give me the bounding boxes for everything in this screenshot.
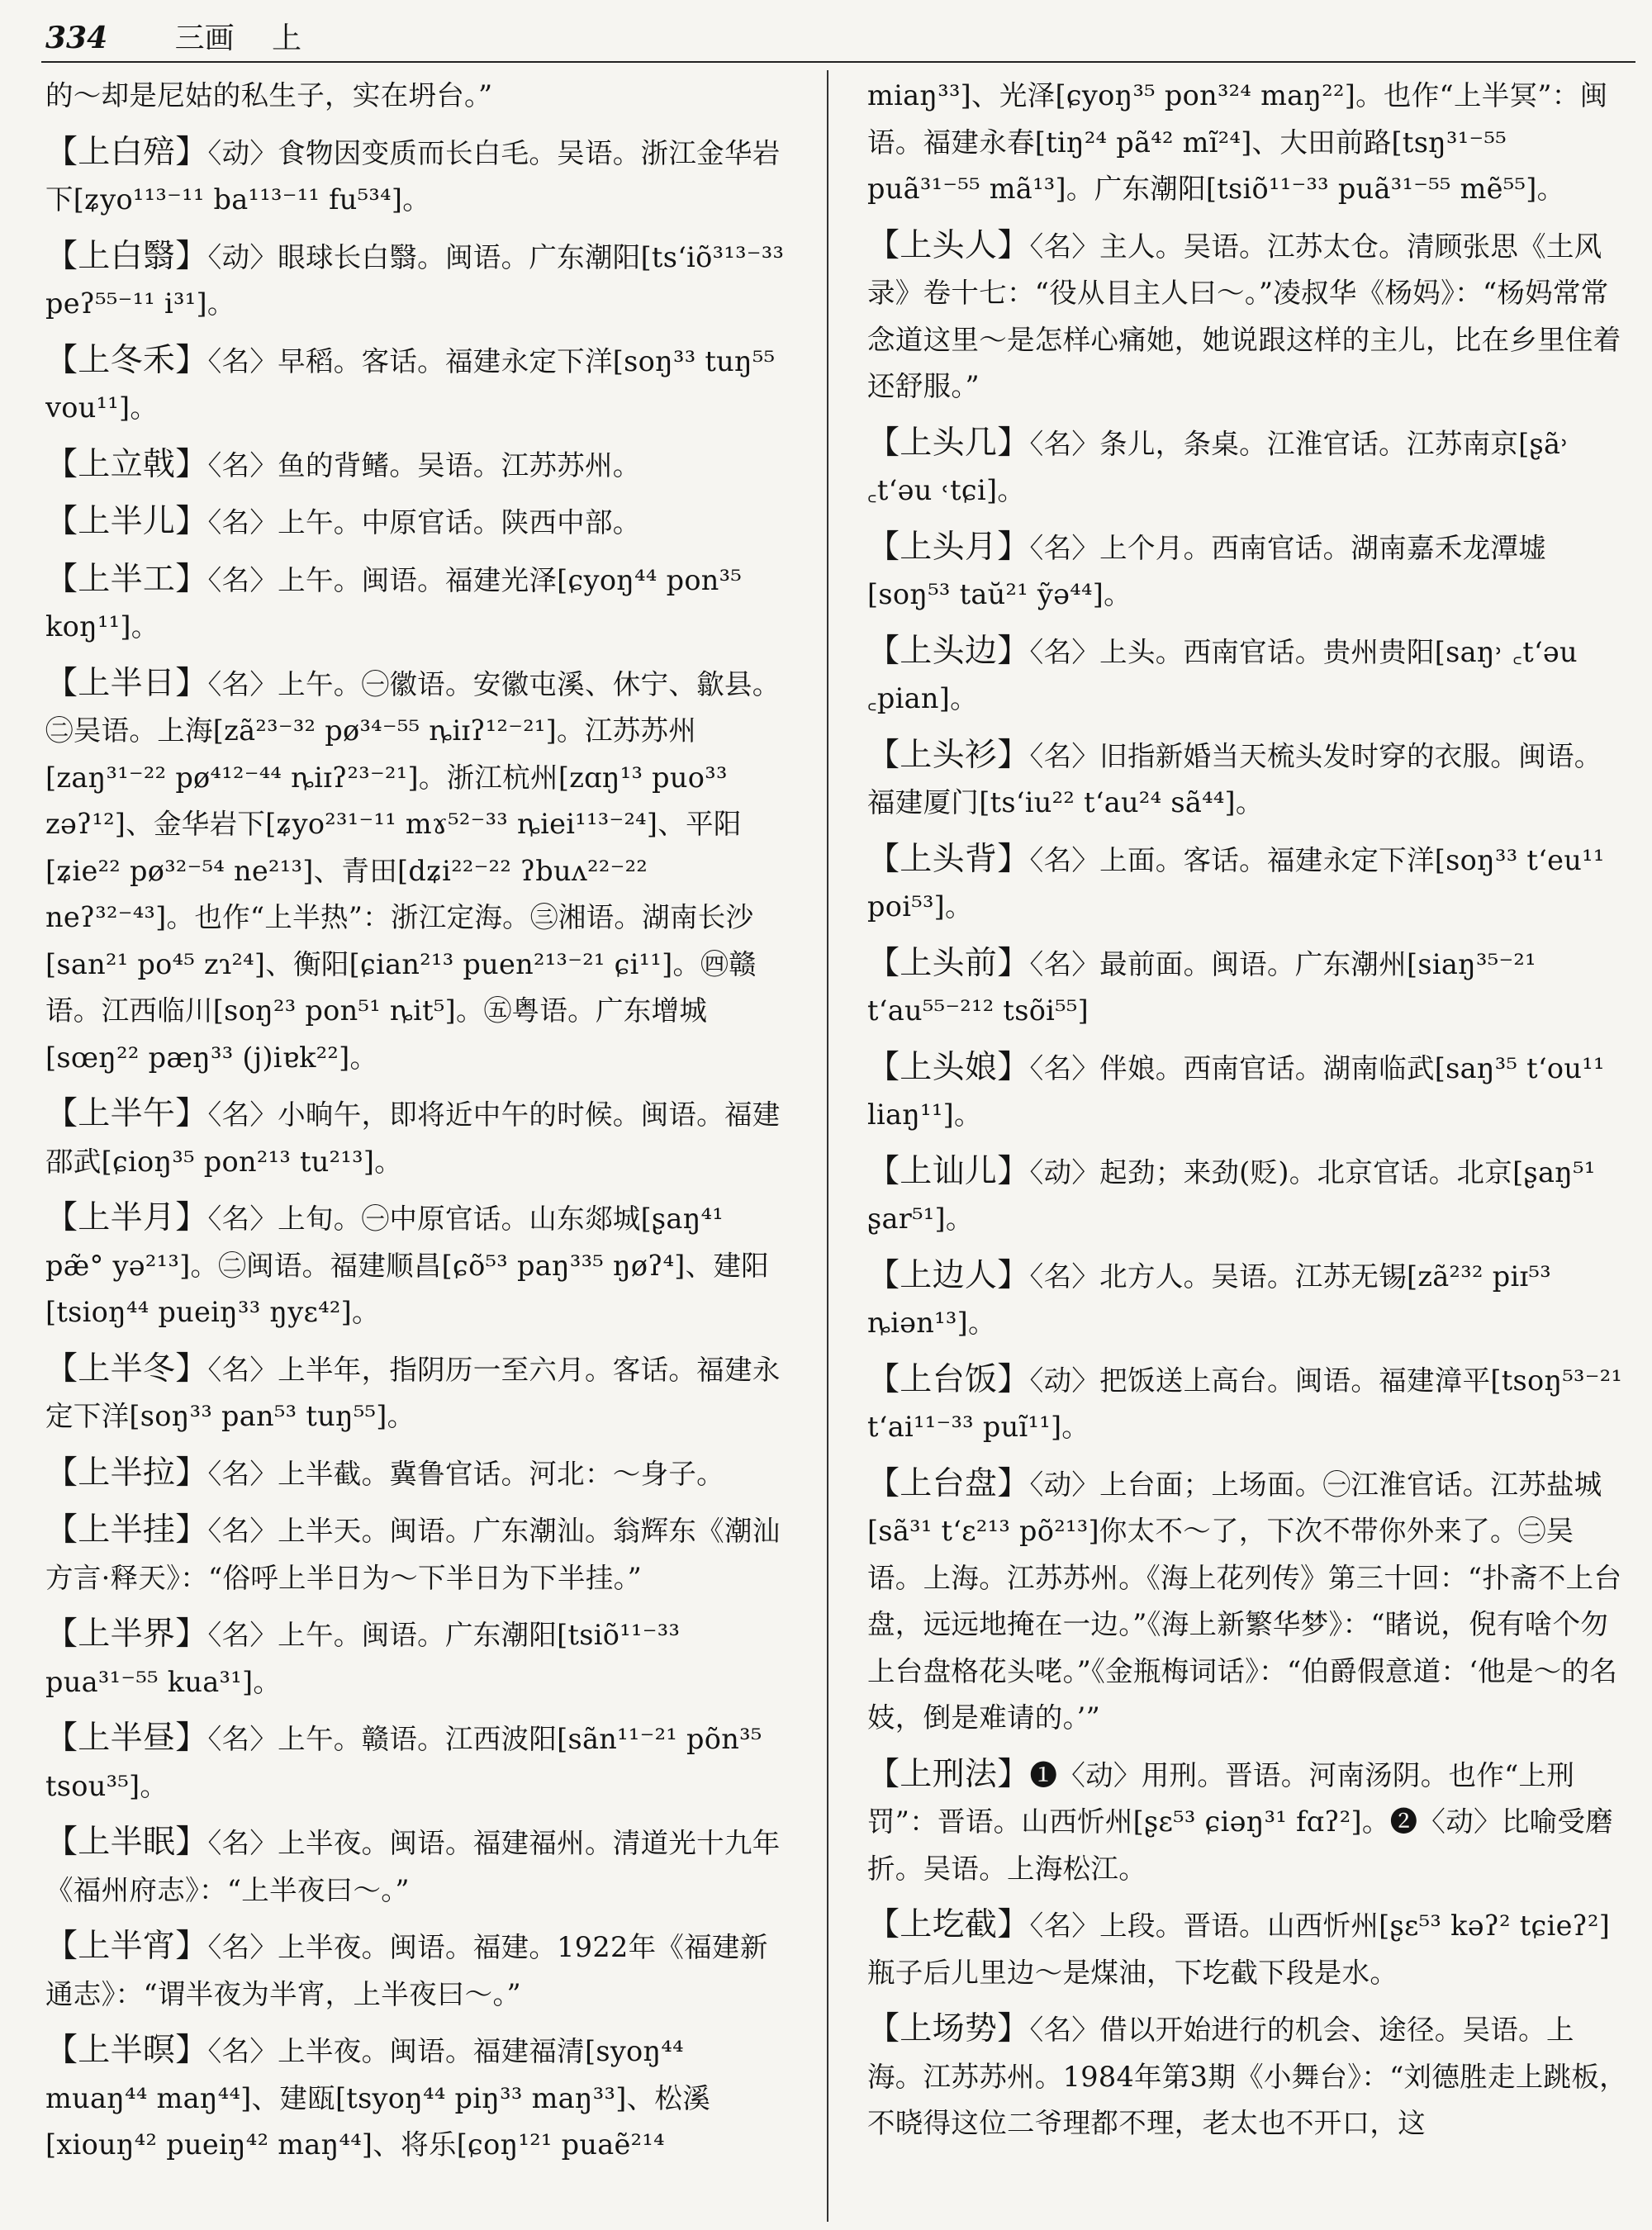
dictionary-entry (45, 661, 789, 1082)
dictionary-entry (867, 2006, 1627, 2147)
entry-definition: 〈名〉上面。客话。福建永定下洋[soŋ³³ t‘eu¹¹ poi⁵³]。 (867, 843, 1605, 923)
entry-headword: 【上半挂】 (45, 1511, 208, 1549)
entry-definition: 〈名〉上半天。闽语。广东潮汕。翁辉东《潮汕方言·释天》：“俗呼上半日为～下半日为下半挂。” (45, 1515, 781, 1594)
entry-definition: 〈名〉主人。吴语。江苏太仓。清顾张思《土风录》卷十七：“役从目主人曰～。”凌叔华《杨妈》：“杨妈常常念道这里～是怎样心痛她，她说跟这样的主儿，比在乡里住着还舒服。” (867, 230, 1621, 402)
entry-definition: 〈名〉北方人。吴语。江苏无锡[zã²³² piɪ⁵³ ȵiən¹³]。 (867, 1260, 1551, 1339)
entry-headword: 【上圪截】 (867, 1906, 1030, 1943)
dictionary-entry (45, 1715, 789, 1810)
entry-body (867, 1357, 1627, 1451)
entry-body (45, 1346, 789, 1440)
dictionary-entry (45, 1507, 789, 1601)
entry-definition: 〈名〉上午。闽语。福建光泽[ɕyoŋ⁴⁴ pon³⁵ koŋ¹¹]。 (45, 563, 743, 643)
entry-body (45, 442, 789, 490)
entry-headword: 【上半冬】 (45, 1350, 208, 1388)
dictionary-entry (867, 1045, 1627, 1139)
entry-body (45, 661, 789, 1082)
entry-definition: 〈名〉早稻。客话。福建永定下洋[soŋ³³ tuŋ⁵⁵ vou¹¹]。 (45, 344, 776, 424)
entry-headword: 【上头月】 (867, 528, 1030, 566)
entry-body (45, 2028, 789, 2169)
entry-headword: 【上半午】 (45, 1095, 208, 1132)
entry-definition: 〈名〉上半夜。闽语。福建福州。清道光十九年《福州府志》：“上半夜曰～。” (45, 1827, 781, 1906)
entry-body (867, 2006, 1627, 2147)
entry-body (45, 1715, 789, 1810)
dictionary-entry (867, 223, 1627, 410)
entry-definition: 〈名〉上头。西南官话。贵州贵阳[saŋ˒ ꜀t‘əu ꜀pian]。 (867, 635, 1578, 714)
dictionary-entry (45, 1450, 789, 1498)
header-rule (41, 61, 1635, 63)
dictionary-entry (45, 442, 789, 490)
entry-headword: 【上头前】 (867, 944, 1030, 982)
entry-headword: 【上头背】 (867, 840, 1030, 878)
right-column (867, 73, 1627, 2157)
entry-definition: 〈名〉上午。闽语。广东潮阳[tsiõ¹¹⁻³³ pua³¹⁻⁵⁵ kua³¹]。 (45, 1619, 681, 1698)
entry-body (867, 1902, 1627, 1996)
dictionary-entry (45, 557, 789, 651)
dictionary-entry (45, 1195, 789, 1336)
dictionary-entry (867, 1752, 1627, 1893)
column-divider (827, 70, 828, 2222)
entry-definition: 〈名〉旧指新婚当天梳头发时穿的衣服。闽语。福建厦门[ts‘iu²² t‘au²⁴ sã⁴⁴]。 (867, 739, 1602, 818)
entry-body (867, 1752, 1627, 1893)
page-number: 334 (45, 21, 108, 55)
entry-headword: 【上刑法】 (867, 1755, 1030, 1793)
entry-definition: 〈名〉上午。㊀徽语。安徽屯溪、休宁、歙县。㊁吴语。上海[zã²³⁻³² pø³⁴⁻⁵⁵ ȵiɪʔ¹²⁻²¹]。江苏苏州[zaŋ³¹⁻²² pø⁴¹²⁻⁴⁴ ȵiɪʔ²³⁻²¹]。浙江杭州[zɑŋ¹³ puo³³ zəʔ¹²]、金华岩下[ʑyo²³¹⁻¹¹ mɤ⁵²⁻³³ ȵiei¹¹³⁻²⁴]、平阳[ʑie²² pø³²⁻⁵⁴ ne²¹³]、青田[dʑi²²⁻²² ʔbuʌ²²⁻²² neʔ³²⁻⁴³]。也作“上半热”：浙江定海。㊂湘语。湖南长沙[san²¹ po⁴⁵ zɿ²⁴]、衡阳[ɕian²¹³ puen²¹³⁻²¹ ɕi¹¹]。㊃赣语。江西临川[soŋ²³ pon⁵¹ ȵit⁵]。㊄粤语。广东增城[sœŋ²² pæŋ³³ (j)iɐk²²]。 (45, 667, 781, 1074)
dictionary-entry (867, 420, 1627, 515)
entry-body (45, 1611, 789, 1706)
dictionary-entry (867, 837, 1627, 931)
entry-definition: 〈名〉上半夜。闽语。福建福清[syoŋ⁴⁴ muaŋ⁴⁴ maŋ⁴⁴]、建瓯[tsyoŋ⁴⁴ piŋ³³ maŋ³³]、松溪[xiouŋ⁴² pueiŋ⁴² maŋ⁴⁴]、将乐[ɕoŋ¹²¹ puaẽ²¹⁴ (45, 2035, 711, 2161)
entry-headword: 【上半宵】 (45, 1928, 208, 1965)
dictionary-entry (867, 1149, 1627, 1243)
entry-definition: 〈动〉眼球长白翳。闽语。广东潮阳[ts‘iõ³¹³⁻³³ peʔ⁵⁵⁻¹¹ i³¹]。 (45, 240, 785, 320)
entry-body (45, 1507, 789, 1601)
entry-headword: 【上头娘】 (867, 1048, 1030, 1086)
entry-definition: 〈名〉上个月。西南官话。湖南嘉禾龙潭墟[soŋ⁵³ taŭ²¹ ỹə⁴⁴]。 (867, 531, 1546, 610)
entry-headword: 【上边人】 (867, 1256, 1030, 1294)
entry-headword: 【上半暝】 (45, 2032, 208, 2069)
entry-body (867, 1149, 1627, 1243)
entry-headword: 【上讪儿】 (867, 1152, 1030, 1190)
entry-headword: 【上冬禾】 (45, 341, 208, 379)
entry-headword: 【上半工】 (45, 560, 208, 598)
entry-headword: 【上半儿】 (45, 503, 208, 540)
entry-body (867, 733, 1627, 827)
section-label: 三画 (174, 21, 235, 55)
continuation-text: miaŋ³³]、光泽[ɕyoŋ³⁵ pon³²⁴ maŋ²²]。也作“上半冥”：闽语。福建永春[tiŋ²⁴ pã⁴² mĩ²⁴]、大田前路[tsŋ³¹⁻⁵⁵ puã³¹⁻⁵⁵ mã¹³]。广东潮阳[tsiõ¹¹⁻³³ puã³¹⁻⁵⁵ mẽ⁵⁵]。 (867, 79, 1608, 205)
entry-body (45, 234, 789, 328)
entry-headword: 【上头衫】 (867, 736, 1030, 774)
entry-headword: 【上头几】 (867, 424, 1030, 462)
entry-body (45, 338, 789, 432)
entry-body (45, 1091, 789, 1185)
entry-definition: 〈名〉上半截。冀鲁官话。河北：～身子。 (207, 1457, 724, 1490)
entry-body (867, 1045, 1627, 1139)
entry-body (45, 557, 789, 651)
dictionary-entry (45, 1611, 789, 1706)
entry-body (45, 499, 789, 547)
page-header (45, 18, 1631, 58)
entry-definition: 〈名〉鱼的背鳍。吴语。江苏苏州。 (207, 448, 641, 482)
entry-definition: 〈名〉上段。晋语。山西忻州[ʂɛ⁵³ kəʔ² tɕieʔ²]瓶子后儿里边～是煤油，下圪截下段是水。 (867, 1910, 1611, 1989)
dictionary-entry (867, 941, 1627, 1035)
entry-body (45, 1450, 789, 1498)
entry-headword: 【上白殕】 (45, 133, 208, 171)
entry-definition: 〈动〉起劲；来劲(贬)。北京官话。北京[ʂaŋ⁵¹ ʂar⁵¹]。 (867, 1155, 1596, 1235)
dictionary-entry (867, 1357, 1627, 1451)
entry-body (45, 1820, 789, 1914)
entry-headword: 【上场势】 (867, 2010, 1030, 2047)
entry-definition: 〈名〉最前面。闽语。广东潮州[siaŋ³⁵⁻²¹ t‘au⁵⁵⁻²¹² tsõi⁵⁵] (867, 947, 1536, 1027)
entry-definition: 〈名〉上半年，指阴历一至六月。客话。福建永定下洋[soŋ³³ pan⁵³ tuŋ⁵⁵]。 (45, 1353, 781, 1432)
entry-headword: 【上台盘】 (867, 1464, 1030, 1502)
entry-definition: 〈名〉伴娘。西南官话。湖南临武[saŋ³⁵ t‘ou¹¹ liaŋ¹¹]。 (867, 1051, 1605, 1131)
entry-list (45, 130, 789, 2169)
dictionary-entry (45, 130, 789, 224)
dictionary-entry (45, 499, 789, 547)
entry-definition: 〈名〉上旬。㊀中原官话。山东郯城[ʂaŋ⁴¹ pæ̃° yə²¹³]。㊁闽语。福建顺昌[ɕõ⁵³ paŋ³³⁵ ŋøʔ⁴]、建阳[tsioŋ⁴⁴ pueiŋ³³ ŋyɛ⁴²]。 (45, 1203, 770, 1328)
entry-definition: ❶〈动〉用刑。晋语。河南汤阴。也作“上刑罚”：晋语。山西忻州[ʂɛ⁵³ ɕiəŋ³¹ fɑʔ²]。❷〈动〉比喻受磨折。吴语。上海松江。 (867, 1758, 1614, 1885)
entry-headword: 【上半拉】 (45, 1454, 208, 1492)
dictionary-entry (867, 524, 1627, 619)
entry-body (867, 223, 1627, 410)
dictionary-entry (867, 1253, 1627, 1347)
dictionary-entry (45, 338, 789, 432)
entry-definition: 〈动〉上台面；上场面。㊀江淮官话。江苏盐城[sã³¹ t‘ɛ²¹³ põ²¹³]你太不～了，下次不带你外来了。㊁吴语。上海。江苏苏州。《海上花列传》第三十回：“扑斋不上台盘，远远地掩在一边。”《海上新繁华梦》：“睹说，倪有啥个勿上台盘格花头咾。”《金瓶梅词话》：“伯爵假意道：‘他是～的名妓，倒是难请的。’” (867, 1468, 1622, 1734)
dictionary-entry (45, 2028, 789, 2169)
entry-body (45, 130, 789, 224)
entry-body (867, 629, 1627, 723)
entry-body (867, 420, 1627, 515)
entry-headword: 【上台饭】 (867, 1360, 1030, 1398)
entry-headword: 【上半日】 (45, 664, 208, 702)
dictionary-entry (45, 1091, 789, 1185)
entry-headword: 【上头人】 (867, 226, 1030, 264)
entry-definition: 〈名〉借以开始进行的机会、途径。吴语。上海。江苏苏州。1984年第3期《小舞台》：“刘德胜走上跳板，不晓得这位二爷理都不理，老太也不开口，这 (867, 2014, 1627, 2139)
dictionary-entry (45, 234, 789, 328)
entry-headword: 【上半昼】 (45, 1720, 208, 1757)
entry-headword: 【上半月】 (45, 1199, 208, 1236)
dictionary-entry (867, 1902, 1627, 1996)
continuation-text: 的～却是尼姑的私生子，实在坍台。” (45, 79, 493, 112)
entry-list (867, 223, 1627, 2147)
dictionary-entry (45, 1346, 789, 1440)
header-char: 上 (272, 21, 302, 55)
left-column (45, 73, 789, 2179)
dictionary-entry (45, 1820, 789, 1914)
entry-headword: 【上立戟】 (45, 445, 208, 483)
entry-definition: 〈动〉食物因变质而长白毛。吴语。浙江金华岩下[ʑyo¹¹³⁻¹¹ ba¹¹³⁻¹¹ fu⁵³⁴]。 (45, 136, 781, 216)
entry-body (45, 1924, 789, 2018)
entry-definition: 〈名〉上午。中原官话。陕西中部。 (207, 506, 641, 539)
dictionary-entry (45, 1924, 789, 2018)
entry-headword: 【上头边】 (867, 632, 1030, 670)
entry-headword: 【上白翳】 (45, 237, 208, 275)
entry-headword: 【上半界】 (45, 1616, 208, 1653)
entry-definition: 〈名〉小晌午，即将近中午的时候。闽语。福建邵武[ɕioŋ³⁵ pon²¹³ tu²¹³]。 (45, 1098, 781, 1178)
entry-body (867, 524, 1627, 619)
entry-body (45, 1195, 789, 1336)
entry-body (867, 837, 1627, 931)
entry-definition: 〈名〉条儿，条桌。江淮官话。江苏南京[ʂã˒ ꜀t‘əu ˓tɕi]。 (867, 427, 1569, 506)
entry-definition: 〈名〉上半夜。闽语。福建。1922年《福建新通志》：“谓半夜为半宵，上半夜曰～。” (45, 1931, 768, 2010)
entry-definition: 〈动〉把饭送上高台。闽语。福建漳平[tsoŋ⁵³⁻²¹ t‘ai¹¹⁻³³ puĩ¹¹]。 (867, 1364, 1623, 1443)
entry-body (867, 1461, 1627, 1742)
entry-body (867, 941, 1627, 1035)
entry-definition: 〈名〉上午。赣语。江西波阳[sãn¹¹⁻²¹ põn³⁵ tsou³⁵]。 (45, 1723, 762, 1802)
dictionary-entry (867, 1461, 1627, 1742)
entry-body (867, 1253, 1627, 1347)
dictionary-entry (867, 733, 1627, 827)
dictionary-entry (867, 629, 1627, 723)
entry-headword: 【上半眠】 (45, 1824, 208, 1861)
